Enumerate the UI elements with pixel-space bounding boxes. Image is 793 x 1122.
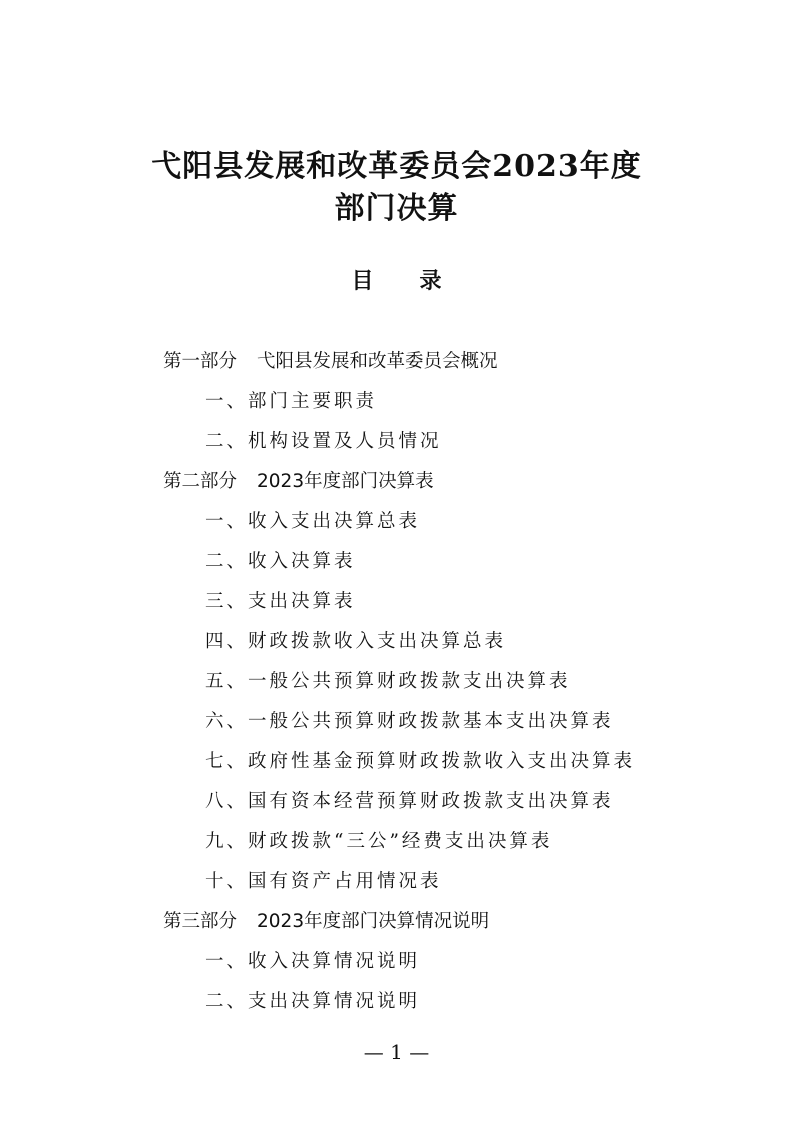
toc-heading xyxy=(0,264,793,295)
toc-part-2 xyxy=(163,462,434,502)
toc-item: 八、国有资本经营预算财政拨款支出决算表 xyxy=(205,791,614,812)
toc-item: 二、收入决算表 xyxy=(205,551,356,572)
document-title-line-1: 弋阳县发展和改革委员会2023年度 xyxy=(151,149,642,184)
toc-part-1 xyxy=(163,342,498,382)
toc-part-number: 第一部分 xyxy=(163,351,238,372)
toc-item: 四、财政拨款收入支出决算总表 xyxy=(205,631,507,652)
toc-part-number: 第二部分 xyxy=(163,471,238,492)
toc-item: 六、一般公共预算财政拨款基本支出决算表 xyxy=(205,711,614,732)
toc-part-3 xyxy=(163,902,489,942)
toc-item: 一、收入决算情况说明 xyxy=(205,951,421,972)
toc-item: 十、国有资产占用情况表 xyxy=(205,871,442,892)
toc-part-number: 第三部分 xyxy=(163,911,238,932)
document-title-line-2: 部门决算 xyxy=(334,191,459,226)
toc-part-title: 2023年度部门决算表 xyxy=(257,471,434,492)
toc-item: 二、机构设置及人员情况 xyxy=(205,431,442,452)
toc-item: 一、收入支出决算总表 xyxy=(205,511,421,532)
toc-item: 二、支出决算情况说明 xyxy=(205,991,421,1012)
toc-item: 七、政府性基金预算财政拨款收入支出决算表 xyxy=(205,751,636,772)
toc-heading-right: 录 xyxy=(419,268,442,294)
toc-item: 五、一般公共预算财政拨款支出决算表 xyxy=(205,671,571,692)
toc-part-title: 弋阳县发展和改革委员会概况 xyxy=(257,351,498,372)
toc-item: 三、支出决算表 xyxy=(205,591,356,612)
toc-heading-left: 目 xyxy=(351,268,374,294)
toc-part-title: 2023年度部门决算情况说明 xyxy=(257,911,490,932)
toc-item: 一、部门主要职责 xyxy=(205,391,378,412)
page-number: — 1 — xyxy=(363,1040,430,1064)
toc-item: 九、财政拨款“三公”经费支出决算表 xyxy=(205,831,553,852)
